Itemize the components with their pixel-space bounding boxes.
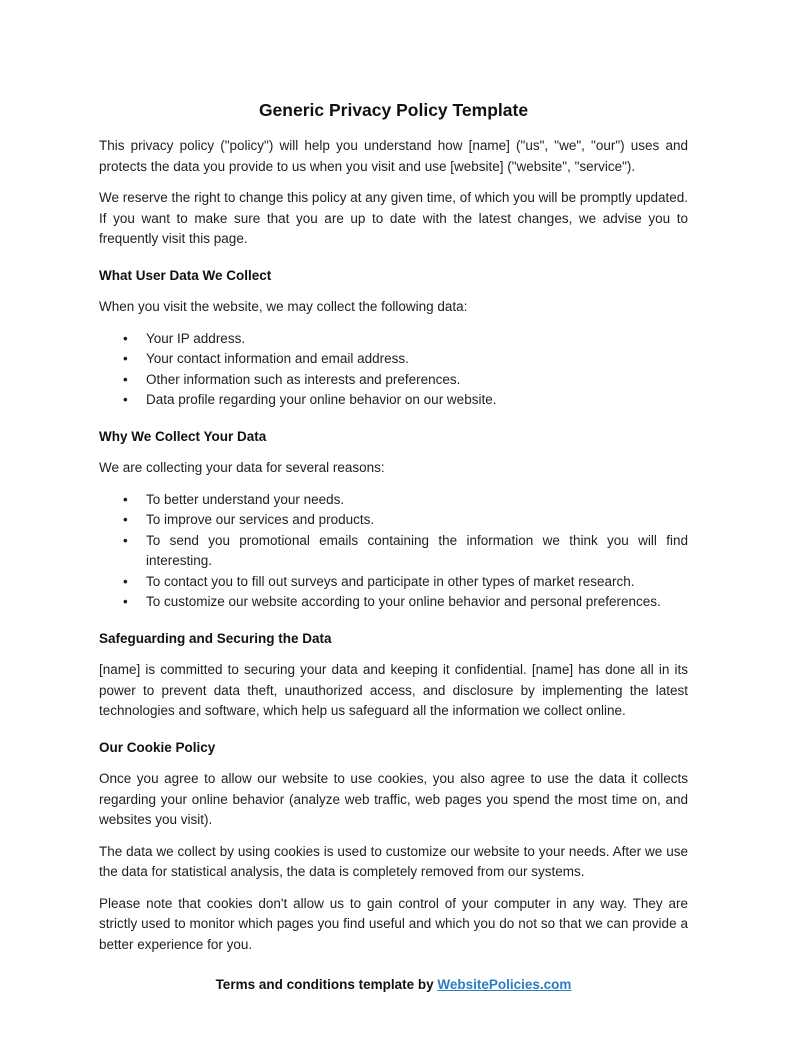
list-item: • Your IP address.: [146, 329, 688, 350]
list-item: • To contact you to fill out surveys and participate in other types of market research.: [146, 572, 688, 593]
section-paragraph: Please note that cookies don't allow us to gain control of your computer in any way. They are strictly used to monitor which pages you find useful and which you do not so that we can provide a better experience for you.: [99, 895, 688, 952]
section-heading: Our Cookie Policy: [99, 739, 216, 755]
list-item: • Your contact information and email address.: [146, 349, 688, 370]
section-paragraph: When you visit the website, we may collect the following data:: [99, 299, 468, 314]
list-item: • Data profile regarding your online behavior on our website.: [146, 390, 688, 411]
bullet-list: [99, 329, 688, 411]
footer-link-websitepolicies[interactable]: WebsitePolicies.com: [437, 977, 572, 992]
list-item: • To improve our services and products.: [146, 510, 688, 531]
intro-paragraph-2: We reserve the right to change this policy at any given time, of which you will be promptly updated. If you want to make sure that you are up to date with the latest changes, we advise you to frequently visit this page.: [99, 190, 688, 246]
list-item: • To customize our website according to your online behavior and personal preferences.: [146, 592, 688, 613]
bullet-list: [99, 490, 688, 613]
list-item: • To better understand your needs.: [146, 490, 688, 511]
section-heading: What User Data We Collect: [99, 267, 272, 283]
footer: [99, 975, 688, 996]
section-paragraph: We are collecting your data for several reasons:: [99, 460, 385, 475]
document-title: Generic Privacy Policy Template: [258, 100, 529, 120]
section-paragraph: Once you agree to allow our website to use cookies, you also agree to use the data it collects regarding your online behavior (analyze web traffic, web pages you spend the most time on, and websites you visit).: [99, 771, 688, 827]
section-paragraph: The data we collect by using cookies is used to customize our website to your needs. After we use the data for statistical analysis, the data is completely removed from our systems.: [99, 843, 688, 879]
list-item: • To send you promotional emails containing the information we think you will find interesting.: [146, 531, 688, 572]
sections-container: [99, 266, 688, 956]
footer-text: Terms and conditions template by: [215, 977, 438, 992]
section-paragraph: [name] is committed to securing your data and keeping it confidential. [name] has done all in its power to prevent data theft, unauthorized access, and disclosure by implementing the latest technologies and software, which help us safeguard all the information we collect online.: [99, 662, 688, 718]
intro-paragraph-1: This privacy policy ("policy") will help you understand how [name] ("us", "we", "our") uses and protects the data you provide to us when you visit and use [website] ("website", "service").: [99, 138, 688, 174]
section-heading: Why We Collect Your Data: [99, 428, 267, 444]
section-heading: Safeguarding and Securing the Data: [99, 630, 332, 646]
list-item: • Other information such as interests and preferences.: [146, 370, 688, 391]
